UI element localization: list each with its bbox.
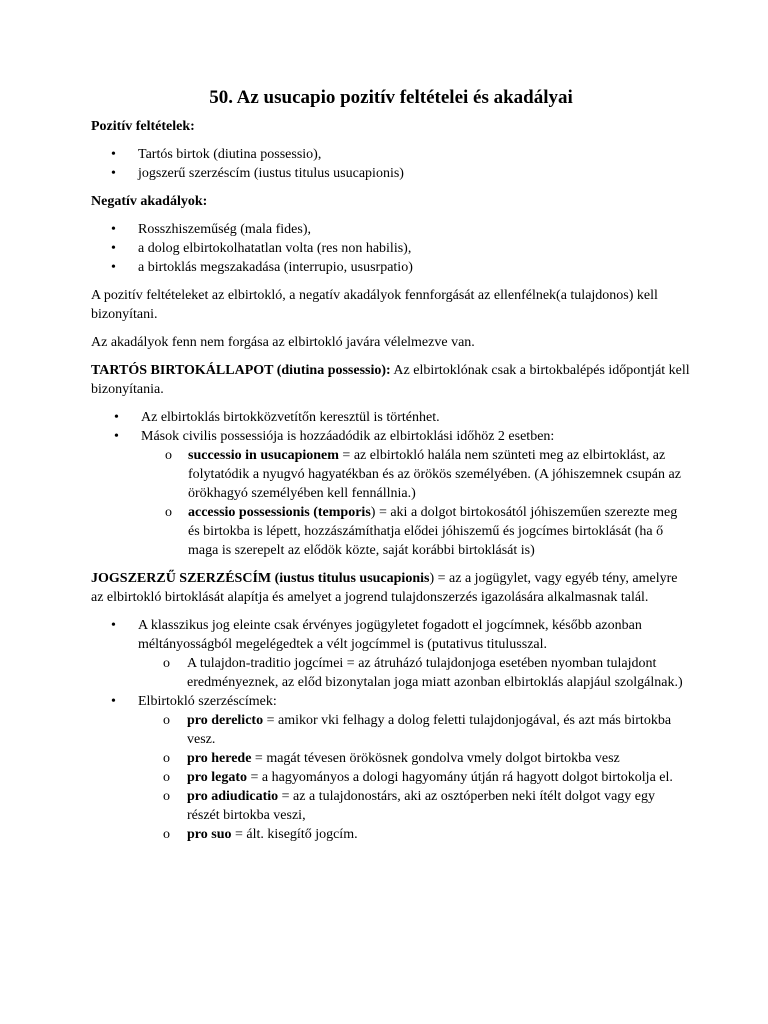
bullet-icon: •	[114, 429, 119, 444]
circle-bullet-icon: o	[163, 827, 170, 842]
jogszerzu-list	[91, 616, 691, 844]
circle-bullet-icon: o	[163, 713, 170, 728]
jogszerzu-paragraph: JOGSZERZŰ SZERZÉSCÍM (iustus titulus usucapionis) = az a jogügylet, vagy egyéb tény, amelyre az elbirtokló birtoklását alapítja és amelyet a jogrend tulajdonszerzés igazolására alkalmasnak talál.	[91, 571, 678, 605]
list-item: • Az elbirtoklás birtokközvetítőn keresztül is történhet.	[114, 410, 440, 425]
bullet-icon: •	[111, 618, 116, 633]
list-item: • Mások civilis possessiója is hozzáadódik az elbirtoklási időhöz 2 esetben: o successio in usucapionem = az elbirtokló halála nem szünteti meg az elbirtoklást, az folytatódik a nyugvó hagyatékban és az örökös személyében. (A jóhiszemnek csupán az örökhagyó személyében kell fennállnia.) o accessio possessionis (temporis) = aki a dolgot birtokosától jóhiszeműen szerezte meg és birtokba is lépett, hozzászámíthatja elődei jóhiszemű és jogcímes birtoklását (ha ő maga is szerepelt az elődök közte, saját korábbi birtoklását is)	[91, 427, 691, 560]
circle-bullet-icon: o	[163, 770, 170, 785]
bullet-icon: •	[111, 241, 116, 256]
list-item: • a dolog elbirtokolhatatlan volta (res non habilis),	[111, 241, 412, 256]
circle-bullet-icon: o	[165, 505, 172, 520]
sub-list	[138, 711, 691, 844]
sub-list-item: o pro legato = a hagyományos a dologi hagyomány útján rá hagyott dolgot birtokolja el.	[163, 770, 673, 785]
sub-list	[138, 654, 691, 692]
sub-list-item: o pro suo = ált. kisegítő jogcím.	[163, 827, 358, 842]
sub-list-item: o accessio possessionis (temporis) = aki a dolgot birtokosától jóhiszeműen szerezte meg és birtokba is lépett, hozzászámíthatja elődei jóhiszemű és jogcímes birtoklását (ha ő maga is szerepelt az elődök közte, saját korábbi birtoklását is)	[165, 505, 678, 558]
sub-list-item: o pro derelicto = amikor vki felhagy a dolog feletti tulajdonjogával, és azt más birtokba vesz.	[163, 713, 672, 747]
bullet-icon: •	[111, 222, 116, 237]
positive-heading: Pozitív feltételek:	[91, 119, 195, 134]
bullet-icon: •	[111, 147, 116, 162]
list-item: • a birtoklás megszakadása (interrupio, ususrpatio)	[111, 260, 413, 275]
circle-bullet-icon: o	[163, 789, 170, 804]
bullet-icon: •	[111, 694, 116, 709]
tartos-birtok-paragraph: TARTÓS BIRTOKÁLLAPOT (diutina possessio): Az elbirtoklónak csak a birtokbalépés időpontját kell bizonyítania.	[91, 363, 690, 397]
list-item: • Tartós birtok (diutina possessio),	[111, 147, 322, 162]
list-item: • A klasszikus jog eleinte csak érvényes jogügyletet fogadott el jogcímnek, később azonban méltányosságból megelégedtek a vélt jogcímmel is (putativus titulusszal. o A tulajdon-traditio jogcímei = az átruházó tulajdonjoga esetében nyomban tulajdont eredményeznek, az előd bizonytalan joga miatt azonban elbirtoklás alapjául szolgálnak.)	[91, 616, 691, 692]
bullet-icon: •	[114, 410, 119, 425]
burden-of-proof-paragraph: A pozitív feltételeket az elbirtokló, a negatív akadályok fennforgását az ellenfélnek(a tulajdonos) kell bizonyítani.	[91, 288, 658, 322]
list-item: • Rosszhiszeműség (mala fides),	[111, 222, 312, 237]
sub-list-item: o pro adiudicatio = az a tulajdonostárs, aki az osztóperben neki ítélt dolgot vagy egy részét birtokba veszi,	[163, 789, 655, 823]
negative-heading: Negatív akadályok:	[91, 194, 208, 209]
document-page	[91, 86, 691, 853]
sub-list-item: o successio in usucapionem = az elbirtokló halála nem szünteti meg az elbirtoklást, az folytatódik a nyugvó hagyatékban és az örökös személyében. (A jóhiszemnek csupán az örökhagyó személyében kell fennállnia.)	[165, 448, 681, 501]
document-title: 50. Az usucapio pozitív feltételei és akadályai	[209, 87, 573, 108]
sub-list-item: o pro herede = magát tévesen örökösnek gondolva vmely dolgot birtokba vesz	[163, 751, 620, 766]
negative-list	[91, 220, 691, 277]
bullet-icon: •	[111, 166, 116, 181]
bullet-icon: •	[111, 260, 116, 275]
circle-bullet-icon: o	[165, 448, 172, 463]
tartos-list	[91, 408, 691, 560]
sub-list-item: o A tulajdon-traditio jogcímei = az átruházó tulajdonjoga esetében nyomban tulajdont eredményeznek, az előd bizonytalan joga miatt azonban elbirtoklás alapjául szolgálnak.)	[163, 656, 683, 690]
circle-bullet-icon: o	[163, 656, 170, 671]
presumption-paragraph: Az akadályok fenn nem forgása az elbirtokló javára vélelmezve van.	[91, 335, 475, 350]
positive-list	[91, 145, 691, 183]
list-item: • jogszerű szerzéscím (iustus titulus usucapionis)	[111, 166, 404, 181]
circle-bullet-icon: o	[163, 751, 170, 766]
list-item: • Elbirtokló szerzéscímek: o pro derelicto = amikor vki felhagy a dolog feletti tulajdonjogával, és azt más birtokba vesz. o pro herede = magát tévesen örökösnek gondolva vmely dolgot birtokba vesz o pro legato = a hagyományos a dologi hagyomány útján rá hagyott dolgot birtokolja el. o pro adiudicatio = az a tulajdonostárs, aki az osztóperben neki ítélt dolgot vagy egy részét birtokba veszi, o pro suo = ált. kisegítő jogcím.	[91, 692, 691, 844]
sub-list	[141, 446, 691, 560]
